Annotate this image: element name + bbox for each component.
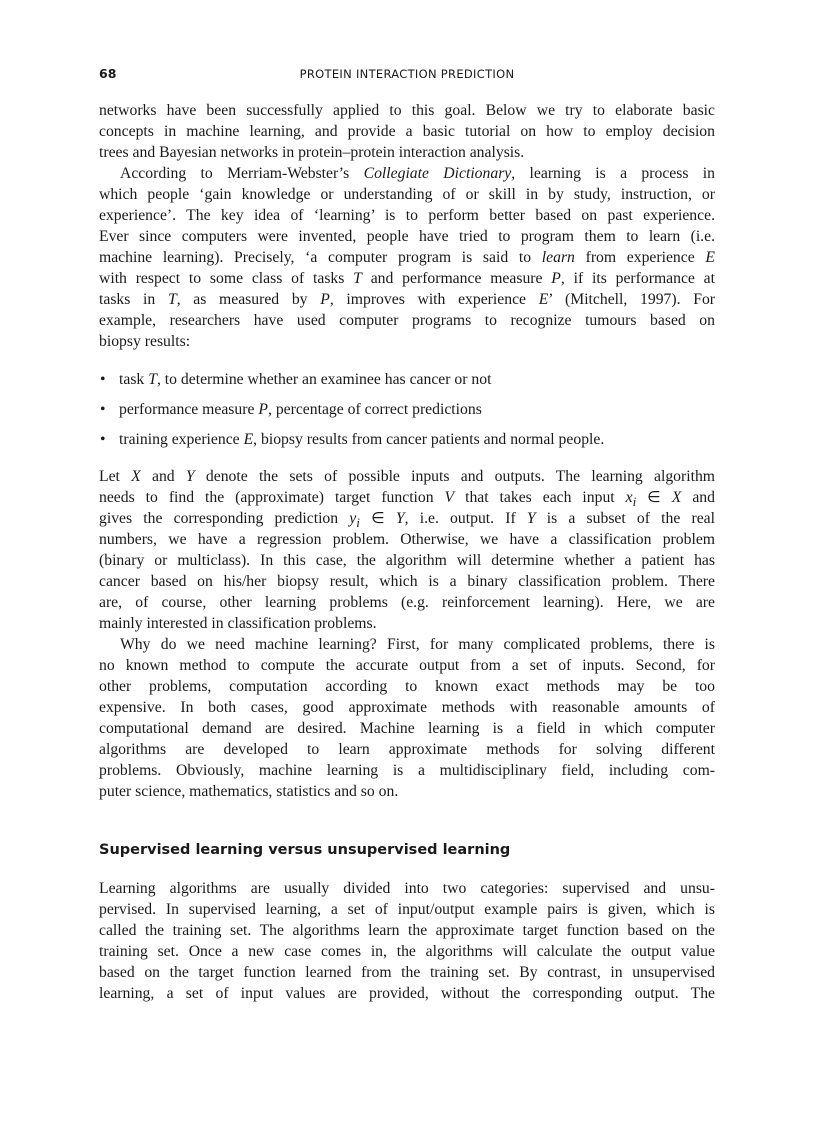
definition-paragraph	[99, 163, 715, 352]
intro-paragraph	[99, 100, 715, 163]
text-line: experience’. The key idea of ‘learning’ is to perform better based on past experience.	[99, 207, 715, 224]
text-line: Let X and Y denote the sets of possible inputs and outputs. The learning algorithm	[99, 468, 716, 485]
text-line: learning, a set of input values are provided, without the corresponding output. The	[99, 985, 715, 1002]
page-header	[99, 66, 715, 84]
text-line: with respect to some class of tasks T and performance measure P, if its performance at	[99, 270, 715, 287]
bullet-icon: •	[100, 431, 106, 448]
text-line: biopsy results:	[99, 333, 191, 350]
text-line: Why do we need machine learning? First, for many complicated problems, there is	[120, 636, 715, 653]
text-line: algorithms are developed to learn approximate methods for solving different	[99, 741, 715, 758]
text-line: (binary or multiclass). In this case, the algorithm will determine whether a patient has	[99, 552, 715, 569]
text-line: Learning algorithms are usually divided into two categories: supervised and unsu-	[99, 880, 715, 897]
text-line: based on the target function learned from the training set. By contrast, in unsupervised	[99, 964, 715, 981]
text-line: no known method to compute the accurate output from a set of inputs. Second, for	[99, 657, 715, 674]
text-line: mainly interested in classification problems.	[99, 615, 377, 632]
motivation-paragraph	[99, 634, 715, 802]
section-heading: Supervised learning versus unsupervised learning	[99, 842, 511, 858]
io-paragraph	[99, 466, 715, 634]
bullet-list	[99, 369, 715, 450]
text-line: gives the corresponding prediction $y_i$ ∈ Y, i.e. output. If Y is a subset of the real	[99, 510, 715, 531]
text-line: machine learning). Precisely, ‘a computer program is said to learn from experience E	[99, 249, 715, 266]
text-line: networks have been successfully applied to this goal. Below we try to elaborate basic	[99, 102, 715, 119]
text-line: which people ‘gain knowledge or understanding of or skill in by study, instruction, or	[99, 186, 715, 203]
text-line: Ever since computers were invented, people have tried to program them to learn (i.e.	[99, 228, 715, 245]
text-line: example, researchers have used computer programs to recognize tumours based on	[99, 312, 715, 329]
text-line: computational demand are desired. Machine learning is a field in which computer	[99, 720, 715, 737]
bullet-icon: •	[100, 371, 106, 388]
text-line: needs to find the (approximate) target function V that takes each input $x_i$ ∈ X and	[99, 489, 715, 510]
page-body	[99, 100, 715, 1004]
text-line: other problems, computation according to known exact methods may be too	[99, 678, 715, 695]
text-line: numbers, we have a regression problem. Otherwise, we have a classification problem	[99, 531, 715, 548]
list-item: • performance measure P, percentage of correct predictions	[100, 401, 482, 418]
bullet-icon: •	[100, 401, 106, 418]
text-line: expensive. In both cases, good approximate methods with reasonable amounts of	[99, 699, 715, 716]
list-item: • training experience E, biopsy results from cancer patients and normal people.	[100, 431, 605, 448]
page-number: 68	[99, 66, 117, 81]
text-line: pervised. In supervised learning, a set of input/output example pairs is given, which is	[99, 901, 715, 918]
text-line: are, of course, other learning problems (e.g. reinforcement learning). Here, we are	[99, 594, 715, 611]
text-line: According to Merriam-Webster’s Collegiate Dictionary, learning is a process in	[120, 165, 715, 182]
list-item: • task T, to determine whether an examinee has cancer or not	[100, 371, 492, 388]
text-line: puter science, mathematics, statistics and so on.	[99, 783, 399, 800]
section-paragraph	[99, 878, 715, 1004]
text-line: tasks in T, as measured by P, improves with experience E’ (Mitchell, 1997). For	[99, 291, 716, 308]
text-line: called the training set. The algorithms learn the approximate target function based on the	[99, 922, 715, 939]
text-line: concepts in machine learning, and provide a basic tutorial on how to employ decision	[99, 123, 715, 140]
text-line: problems. Obviously, machine learning is a multidisciplinary field, including com-	[99, 762, 715, 779]
text-line: trees and Bayesian networks in protein–protein interaction analysis.	[99, 144, 525, 161]
text-line: training set. Once a new case comes in, the algorithms will calculate the output value	[99, 943, 715, 960]
text-line: cancer based on his/her biopsy result, which is a binary classification problem. There	[99, 573, 715, 590]
running-head: PROTEIN INTERACTION PREDICTION	[299, 67, 515, 81]
